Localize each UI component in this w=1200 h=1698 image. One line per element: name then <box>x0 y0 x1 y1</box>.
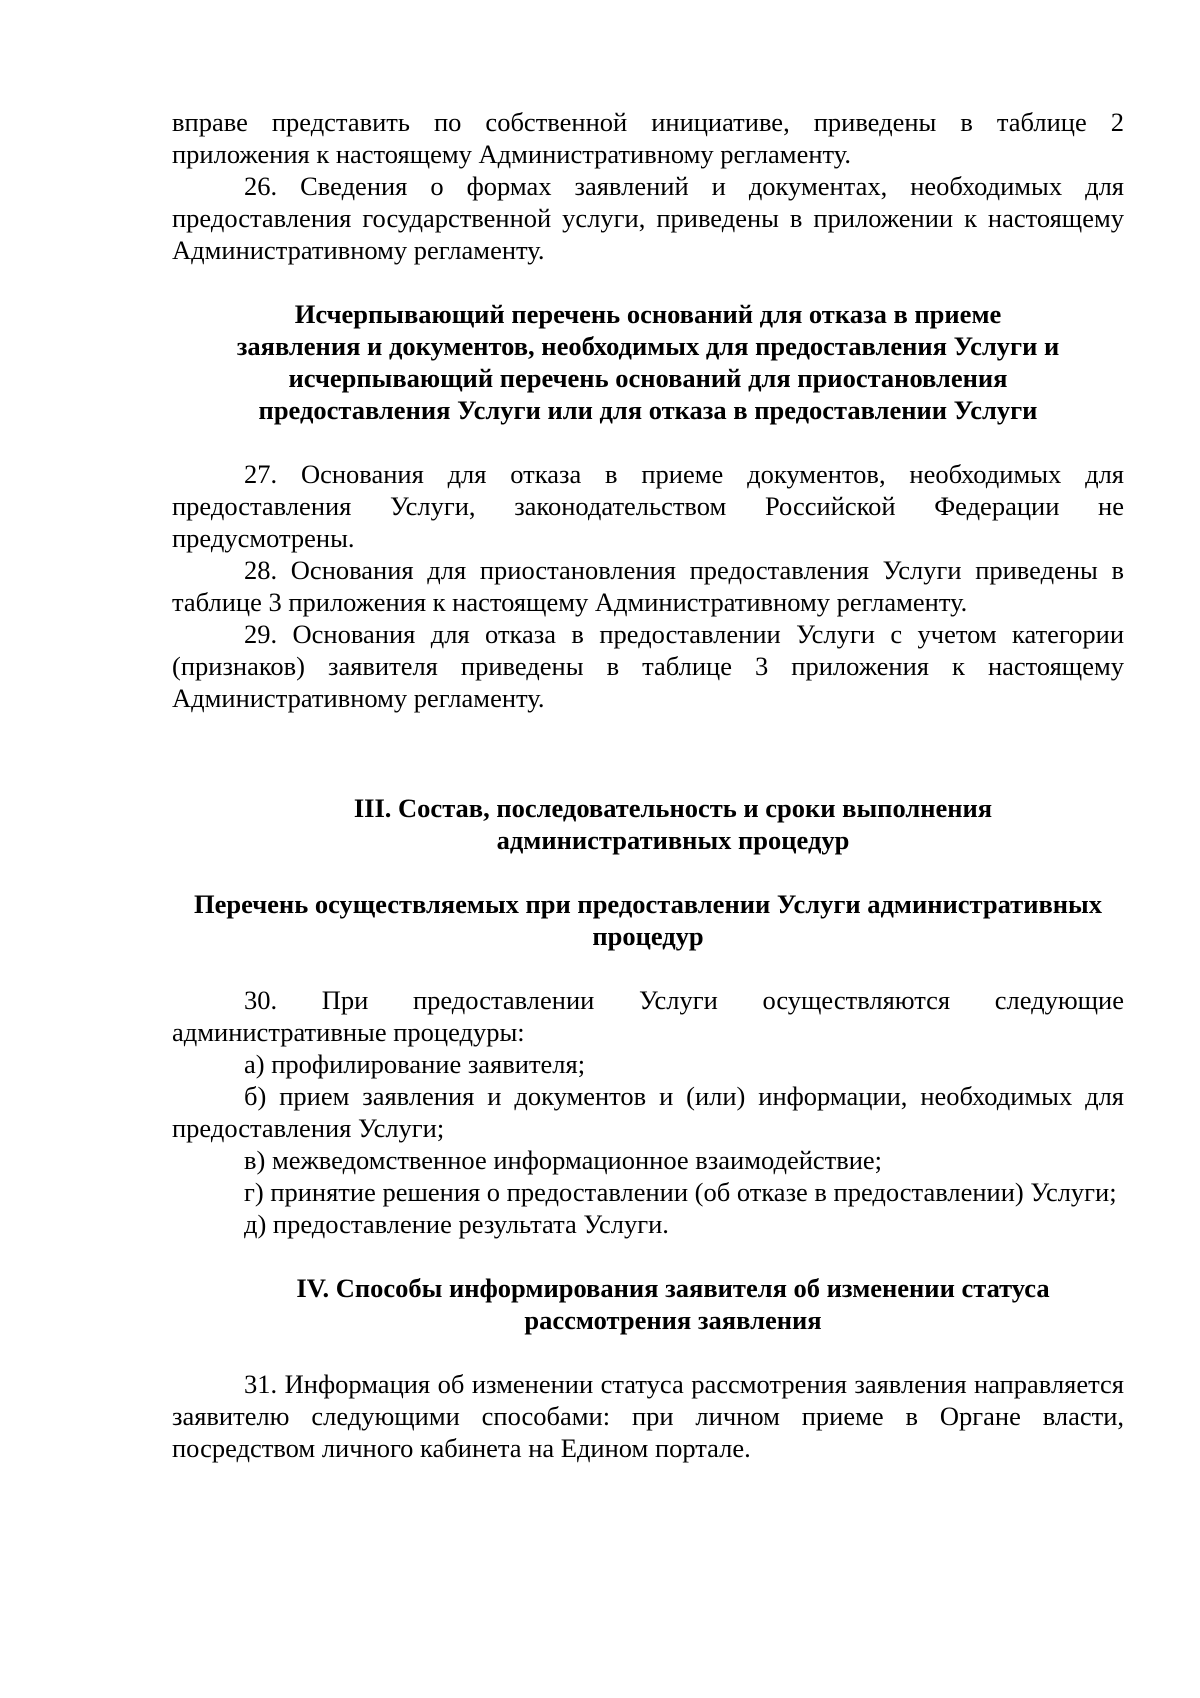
paragraph-26: 26. Сведения о формах заявлений и документах, необходимых для предоставления государственной услуги, приведены в приложении к настоящему Административному регламенту. <box>172 171 1124 265</box>
paragraph-31: 31. Информация об изменении статуса рассмотрения заявления направляется заявителю следующими способами: при личном приеме в Органе власти, посредством личного кабинета на Едином портале. <box>172 1369 1124 1463</box>
paragraph-30-item-d: д) предоставление результата Услуги. <box>244 1209 669 1239</box>
paragraph-27: 27. Основания для отказа в приеме документов, необходимых для предоставления Услуги, законодательством Российской Федерации не предусмотрены. <box>172 459 1124 553</box>
paragraph-30-item-g: г) принятие решения о предоставлении (об отказе в предоставлении) Услуги; <box>244 1177 1117 1207</box>
heading-line: предоставления Услуги или для отказа в предоставлении Услуги <box>258 395 1038 425</box>
heading-refusal-grounds <box>172 298 1124 426</box>
document-page <box>172 106 1124 1464</box>
heading-section-3 <box>172 792 1124 856</box>
paragraph-30-item-v: в) межведомственное информационное взаимодействие; <box>244 1145 883 1175</box>
paragraph-30: 30. При предоставлении Услуги осуществляются следующие административные процедуры: <box>172 985 1124 1047</box>
heading-line: IV. Способы информирования заявителя об изменении статуса <box>296 1273 1050 1303</box>
heading-line: процедур <box>592 921 704 951</box>
heading-line: III. Состав, последовательность и сроки выполнения <box>353 793 993 823</box>
paragraph-29: 29. Основания для отказа в предоставлении Услуги с учетом категории (признаков) заявителя приведены в таблице 3 приложения к настоящему Административному регламенту. <box>172 619 1124 713</box>
heading-line: заявления и документов, необходимых для предоставления Услуги и <box>236 331 1060 361</box>
heading-line: рассмотрения заявления <box>524 1305 822 1335</box>
heading-procedures-list <box>172 888 1124 952</box>
heading-line: исчерпывающий перечень оснований для приостановления <box>288 363 1008 393</box>
heading-line: Исчерпывающий перечень оснований для отказа в приеме <box>294 299 1002 329</box>
paragraph-25-continuation: вправе представить по собственной инициативе, приведены в таблице 2 приложения к настоящему Административному регламенту. <box>172 107 1124 169</box>
paragraph-30-item-b: б) прием заявления и документов и (или) информации, необходимых для предоставления Услуги; <box>172 1081 1124 1143</box>
heading-line: административных процедур <box>496 825 850 855</box>
paragraph-28: 28. Основания для приостановления предоставления Услуги приведены в таблице 3 приложения к настоящему Административному регламенту. <box>172 555 1124 617</box>
heading-section-4 <box>172 1272 1124 1336</box>
paragraph-30-item-a: а) профилирование заявителя; <box>244 1049 586 1079</box>
heading-line: Перечень осуществляемых при предоставлении Услуги административных <box>194 889 1102 919</box>
